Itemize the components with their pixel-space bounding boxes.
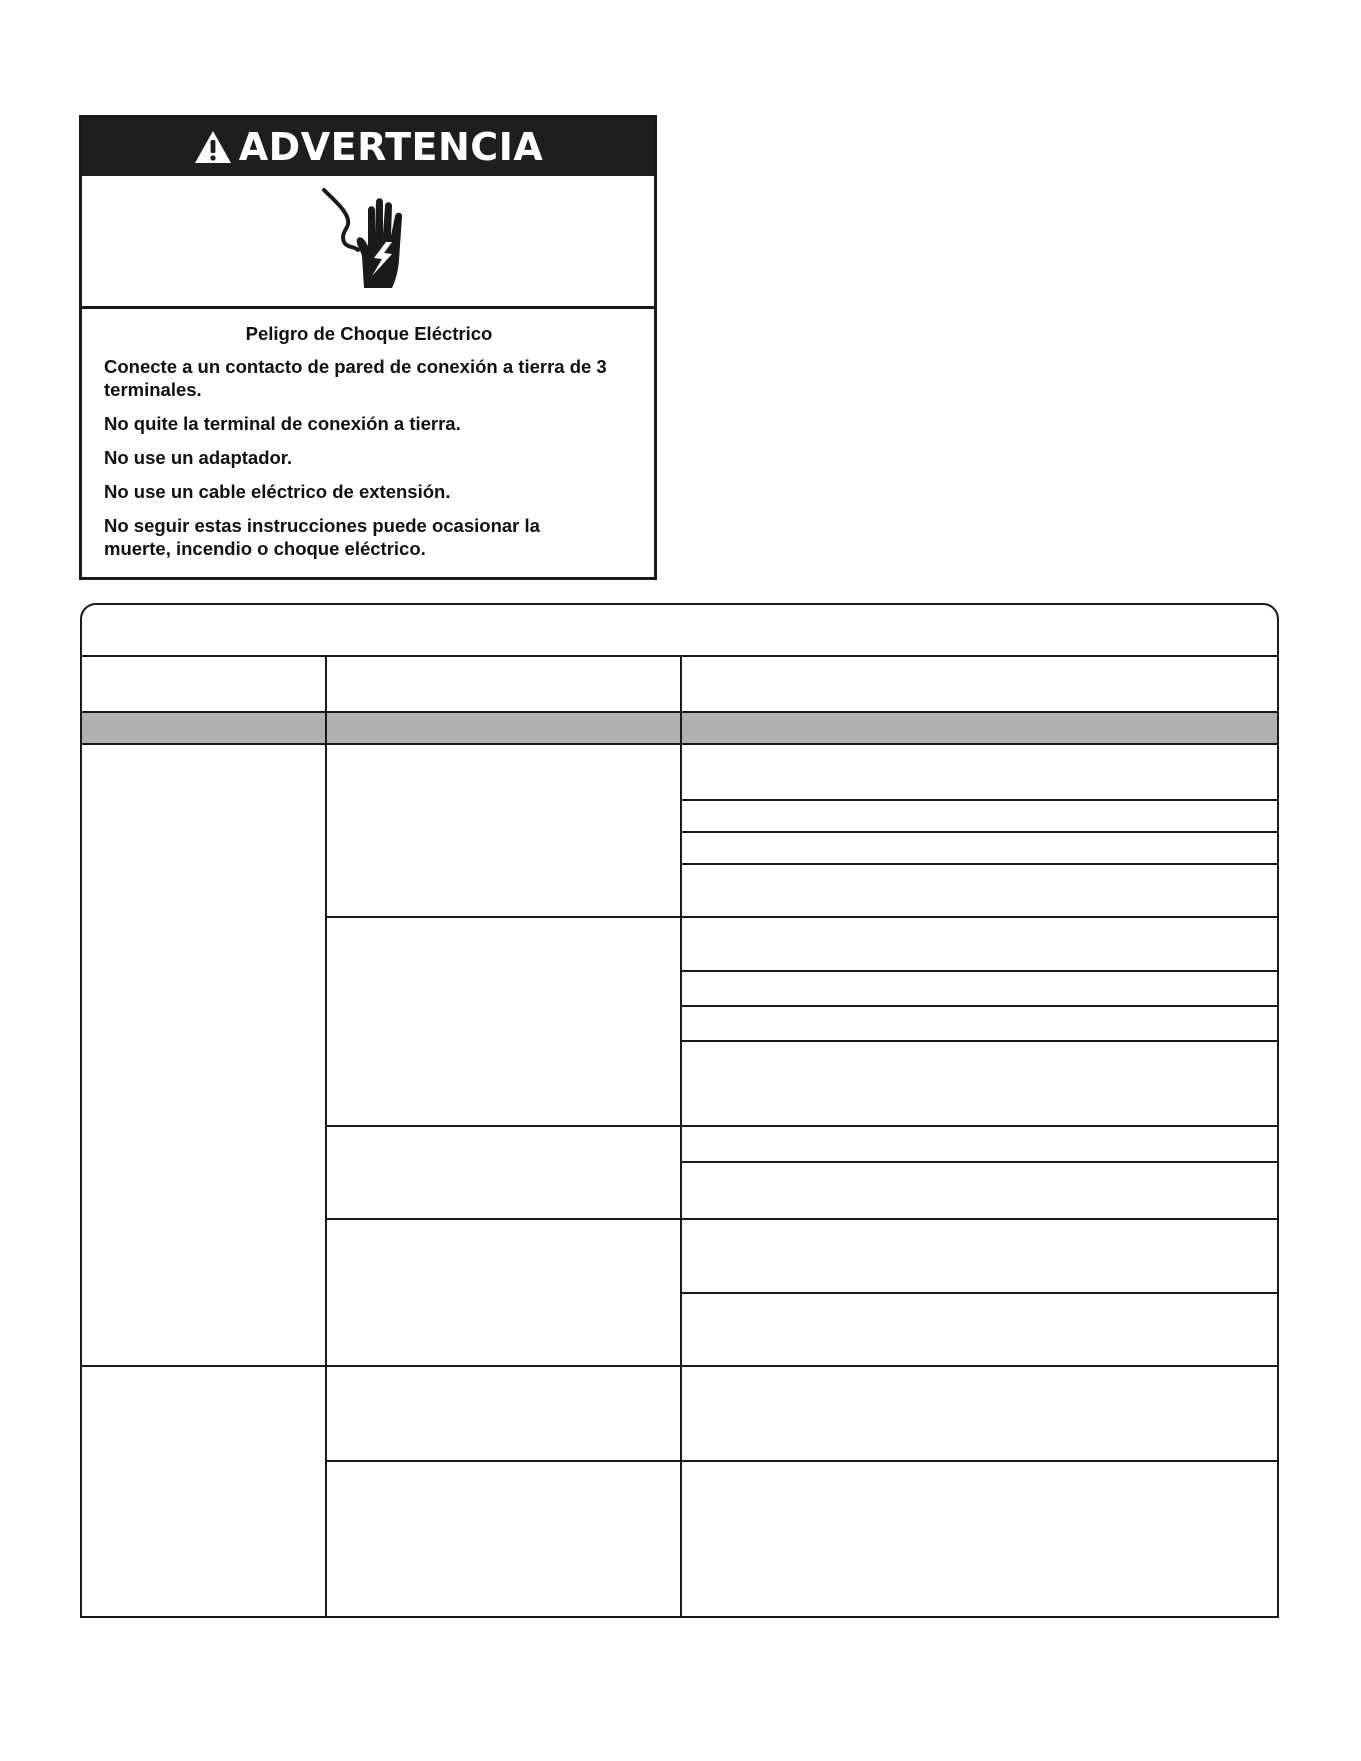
- warning-triangle-icon: [193, 129, 233, 165]
- column-divider-2: [680, 657, 682, 1618]
- cause-row-divider-4: [325, 1460, 1279, 1462]
- cause-row-divider-2: [325, 1125, 1279, 1127]
- table-title-row: [82, 605, 1277, 657]
- warning-consequence: No seguir estas instrucciones puede ocasionar la muerte, incendio o choque eléctrico.: [104, 515, 540, 559]
- cause-row-divider-3: [325, 1218, 1279, 1220]
- solution-row-divider-4: [680, 970, 1279, 972]
- warning-instruction-2: No quite la terminal de conexión a tierra.: [104, 413, 461, 434]
- pictogram-panel: [82, 176, 654, 309]
- solution-row-divider-8: [680, 1292, 1279, 1294]
- warning-instruction-4: No use un cable eléctrico de extensión.: [104, 481, 451, 502]
- solution-row-divider-7: [680, 1161, 1279, 1163]
- warning-hazard: Peligro de Choque Eléctrico: [245, 323, 493, 344]
- problem-row-divider: [82, 1365, 1277, 1367]
- troubleshooting-table: [80, 603, 1279, 1618]
- solution-row-divider-3: [680, 863, 1279, 865]
- solution-row-divider-1: [680, 799, 1279, 801]
- solution-row-divider-6: [680, 1040, 1279, 1042]
- warning-instruction-3: No use un adaptador.: [104, 447, 293, 468]
- warning-header: [82, 118, 654, 176]
- warning-title: ADVERTENCIA: [238, 125, 544, 169]
- cause-row-divider-1: [325, 916, 1279, 918]
- warning-box: [79, 115, 657, 580]
- solution-row-divider-2: [680, 831, 1279, 833]
- solution-row-divider-5: [680, 1005, 1279, 1007]
- column-divider-1: [325, 657, 327, 1618]
- electric-shock-hand-icon: [318, 186, 418, 296]
- warning-body: [82, 309, 654, 560]
- warning-instruction-1: Conecte a un contacto de pared de conexión a tierra de 3 terminales.: [104, 356, 607, 400]
